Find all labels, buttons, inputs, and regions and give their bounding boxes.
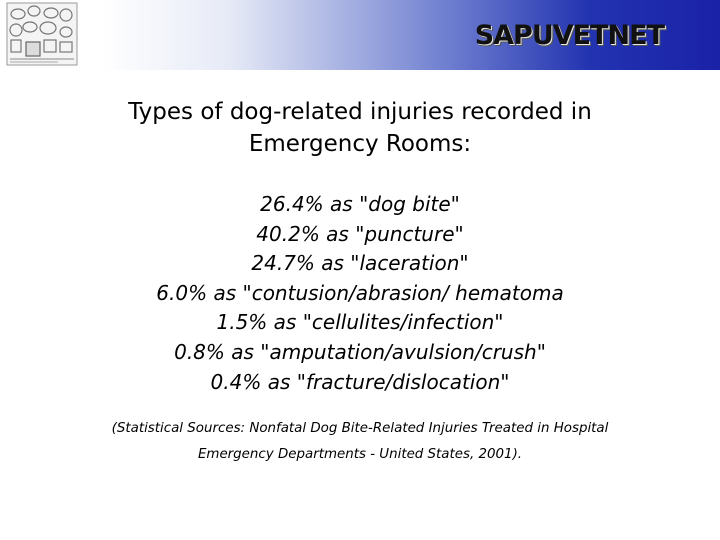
stat-item: 0.8% as "amputation/avulsion/crush" [174,339,546,364]
stat-item: 24.7% as "laceration" [251,251,469,276]
source-line-1: (Statistical Sources: Nonfatal Dog Bite-Related Injuries Treated in Hospital [111,421,609,436]
stat-item: 26.4% as "dog bite" [260,192,460,216]
stat-item: 1.5% as "cellulites/infection" [216,310,504,335]
source-line-2: Emergency Departments - United States, 2001). [197,447,523,462]
stat-item: 0.4% as "fracture/dislocation" [210,369,510,394]
slide-title-line-2: Emergency Rooms: [248,131,472,157]
stat-item: 40.2% as "puncture" [256,221,464,246]
slide-title [0,96,720,160]
stat-item: 6.0% as "contusion/abrasion/ hematoma [156,280,564,305]
brand-title: SAPUVETNET [474,20,664,51]
source-citation [0,416,720,468]
sapuvetnet-logo-icon [6,2,78,66]
slide-title-line-1: Types of dog-related injuries recorded in [128,99,592,125]
injury-stats-list [0,190,720,397]
